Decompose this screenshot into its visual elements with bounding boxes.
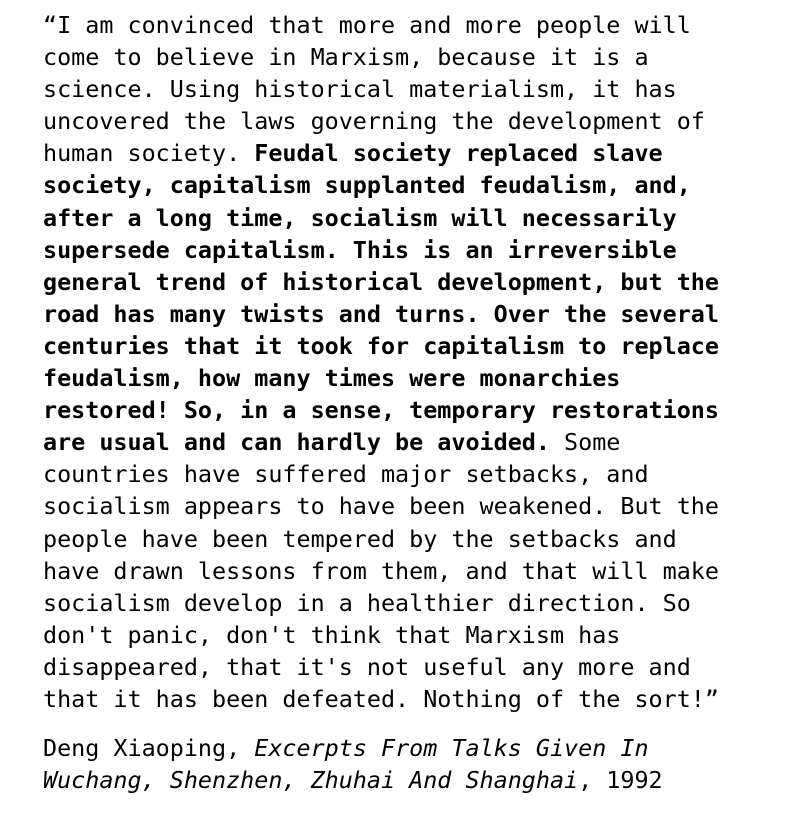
close-quote-mark: ” <box>704 684 719 713</box>
open-quote-mark: “ <box>43 11 58 39</box>
attribution-author: Deng Xiaoping, <box>43 734 255 763</box>
quote-page <box>43 9 783 796</box>
attribution-year: , 1992 <box>578 766 663 795</box>
quote-intro: I am convinced that more and more people will come to believe in Marxism, because it is a science. Using historical materialism, it has uncovered the laws governing the development of human society. <box>43 11 705 168</box>
quote-closing: Some countries have suffered major setbacks, and socialism appears to have been weakened. But the people have been tempered by the setbacks and have drawn lessons from them, and that will make socialism develop in a healthier direction. So don't panic, don't think that Marxism has disappeared, that it's not useful any more and that it has been defeated. Nothing of the sort! <box>43 428 719 713</box>
quote-text <box>43 9 783 715</box>
quote-emphasis: Feudal society replaced slave society, capitalism supplanted feudalism, and, after a long time, socialism will necessarily supersede capitalism. This is an irreversible general trend of historical development, but the road has many twists and turns. Over the several centuries that it took for capitalism to replace feudalism, how many times were monarchies restored! So, in a sense, temporary restorations are usual and can hardly be avoided. <box>43 139 719 457</box>
attribution <box>43 732 783 796</box>
attribution-work-title: Excerpts From Talks Given In Wuchang, Shenzhen, Zhuhai And Shanghai <box>43 734 649 795</box>
